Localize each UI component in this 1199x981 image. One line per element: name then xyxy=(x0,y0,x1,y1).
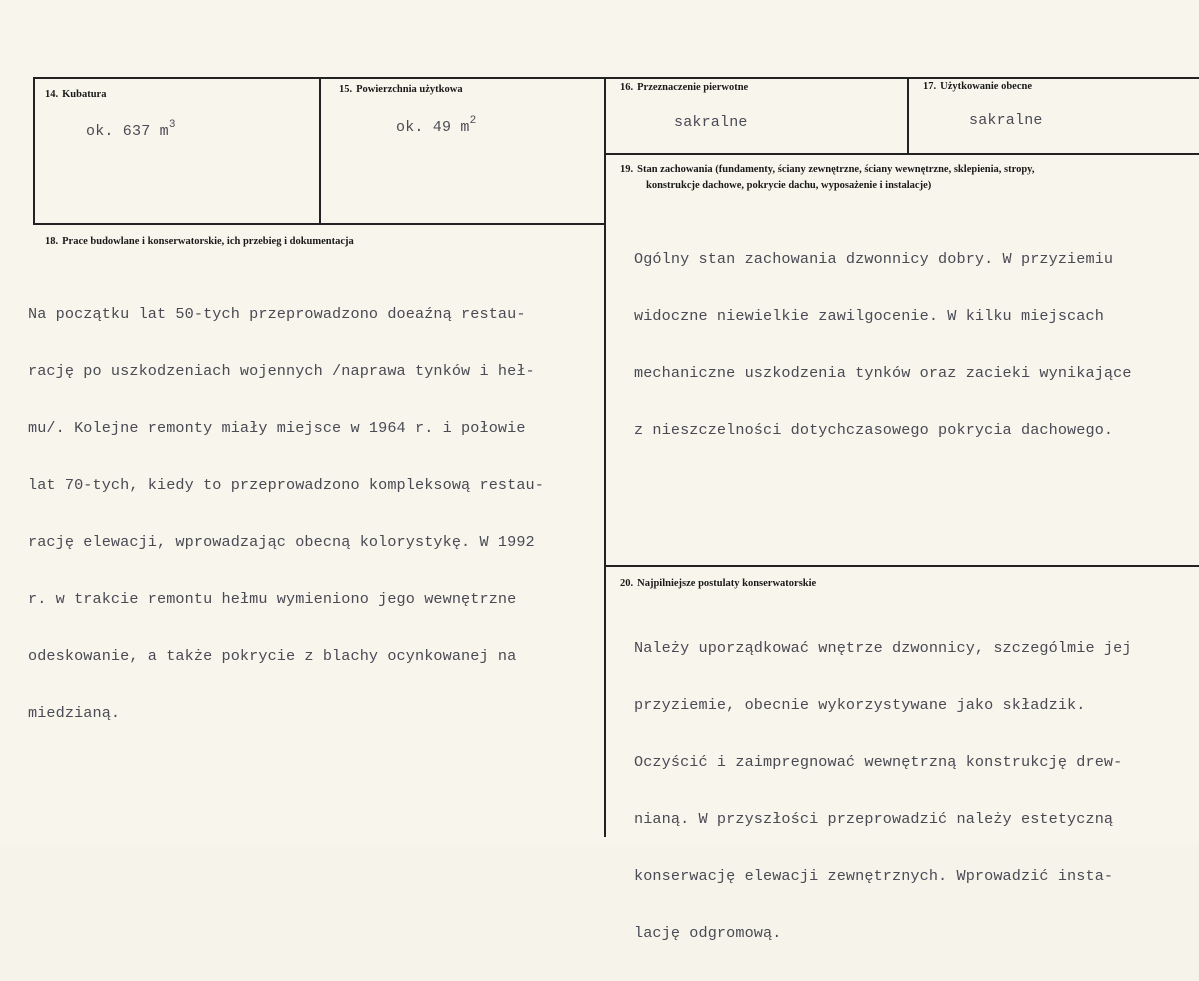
przeznaczenie-heading xyxy=(620,80,748,96)
postulaty-heading xyxy=(620,576,816,592)
uzytkowanie-label: Użytkowanie obecne xyxy=(940,81,1032,92)
stan-text xyxy=(634,212,1132,478)
uzytkowanie-heading xyxy=(923,79,1032,95)
powierzchnia-unit-exponent: 2 xyxy=(469,115,477,127)
stan-label-line1: Stan zachowania (fundamenty, ściany zewnętrzne, ściany wewnętrzne, sklepienia, stropy, xyxy=(637,164,1035,175)
stan-heading-line1 xyxy=(620,162,1034,178)
postulaty-label: Najpilniejsze postulaty konserwatorskie xyxy=(637,578,817,589)
prace-heading xyxy=(45,234,354,250)
kubatura-heading xyxy=(45,87,106,103)
prace-line: rację po uszkodzeniach wojennych /naprawa tynków i heł- xyxy=(28,362,535,380)
stan-heading-line2 xyxy=(646,178,931,194)
postulaty-line: nianą. W przyszłości przeprowadzić należy estetyczną xyxy=(634,810,1114,828)
line-under-16-17 xyxy=(604,153,1199,155)
prace-line: r. w trakcie remontu hełmu wymieniono jego wewnętrzne xyxy=(28,590,517,608)
left-border-line xyxy=(33,77,35,224)
divider-16-17 xyxy=(907,77,909,154)
postulaty-line: Oczyścić i zaimpregnować wewnętrzną konstrukcję drew- xyxy=(634,753,1123,771)
przeznaczenie-value: sakralne xyxy=(674,114,748,131)
postulaty-line: przyziemie, obecnie wykorzystywane jako składzik. xyxy=(634,696,1086,714)
stan-line: widoczne niewielkie zawilgocenie. W kilku miejscach xyxy=(634,307,1104,325)
powierzchnia-number: 15. xyxy=(339,84,353,95)
kubatura-value xyxy=(86,121,176,140)
stan-number: 19. xyxy=(620,164,634,175)
stan-label-line2: konstrukcje dachowe, pokrycie dachu, wyposażenie i instalacje) xyxy=(646,180,932,191)
line-above-20 xyxy=(604,565,1199,567)
uzytkowanie-number: 17. xyxy=(923,81,937,92)
main-vertical-divider xyxy=(604,77,606,837)
kubatura-value-text: ok. 637 m xyxy=(86,123,169,140)
postulaty-text xyxy=(634,601,1132,981)
stan-line: mechaniczne uszkodzenia tynków oraz zacieki wynikające xyxy=(634,364,1132,382)
powierzchnia-heading xyxy=(339,82,463,98)
prace-number: 18. xyxy=(45,236,59,247)
kubatura-label: Kubatura xyxy=(62,89,107,100)
postulaty-number: 20. xyxy=(620,578,634,589)
uzytkowanie-value: sakralne xyxy=(969,112,1043,129)
prace-line: miedzianą. xyxy=(28,704,121,722)
prace-line: odeskowanie, a także pokrycie z blachy ocynkowanej na xyxy=(28,647,517,665)
kubatura-number: 14. xyxy=(45,89,59,100)
przeznaczenie-label: Przeznaczenie pierwotne xyxy=(637,82,749,93)
prace-line: mu/. Kolejne remonty miały miejsce w 1964 r. i połowie xyxy=(28,419,526,437)
postulaty-line: Należy uporządkować wnętrze dzwonnicy, szczególmie jej xyxy=(634,639,1132,657)
stan-line: Ogólny stan zachowania dzwonnicy dobry. W przyziemiu xyxy=(634,250,1114,268)
stan-line: z nieszczelności dotychczasowego pokrycia dachowego. xyxy=(634,421,1114,439)
prace-text xyxy=(28,267,544,761)
powierzchnia-value-text: ok. 49 m xyxy=(396,119,470,136)
prace-line: lat 70-tych, kiedy to przeprowadzono kompleksową restau- xyxy=(28,476,544,494)
przeznaczenie-number: 16. xyxy=(620,82,634,93)
line-under-14-15 xyxy=(33,223,606,225)
kubatura-unit-exponent: 3 xyxy=(168,119,176,131)
divider-14-15 xyxy=(319,77,321,224)
prace-line: rację elewacji, wprowadzając obecną kolorystykę. W 1992 xyxy=(28,533,535,551)
postulaty-line: konserwację elewacji zewnętrznych. Wprowadzić insta- xyxy=(634,867,1114,885)
powierzchnia-label: Powierzchnia użytkowa xyxy=(356,84,463,95)
prace-line: Na początku lat 50-tych przeprowadzono doeaźną restau- xyxy=(28,305,526,323)
prace-label: Prace budowlane i konserwatorskie, ich przebieg i dokumentacja xyxy=(62,236,354,247)
postulaty-line: lację odgromową. xyxy=(634,924,782,942)
powierzchnia-value xyxy=(396,117,476,136)
